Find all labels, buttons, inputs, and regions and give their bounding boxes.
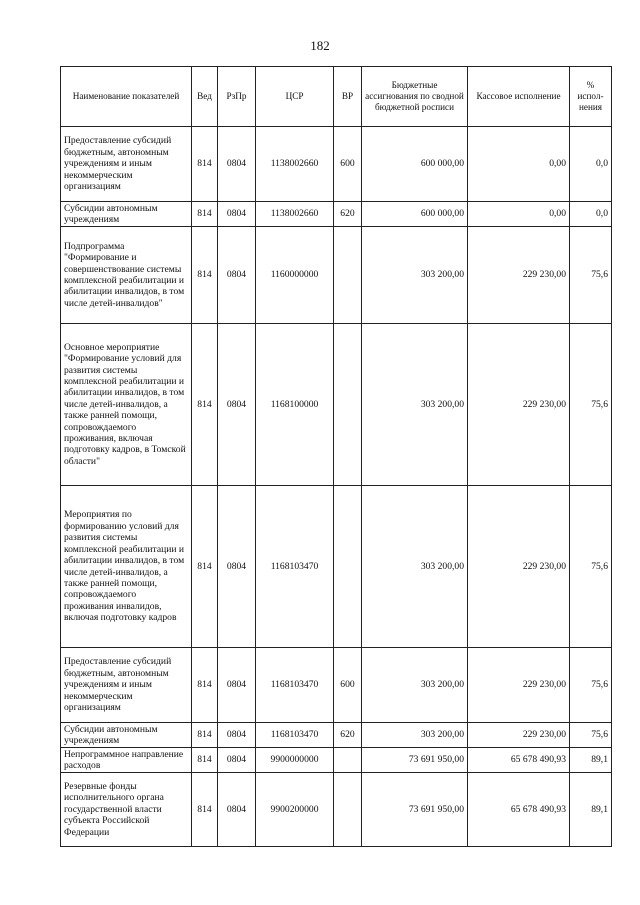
row-cash: 0,00: [468, 202, 570, 227]
row-rzpr: 0804: [218, 227, 256, 324]
header-rzpr: РзПр: [218, 67, 256, 127]
header-cash: Кассовое исполнение: [468, 67, 570, 127]
row-rzpr: 0804: [218, 324, 256, 486]
row-csr: 1138002660: [256, 202, 334, 227]
row-name: Предоставление субсидий бюджетным, автономным учреждениям и иным некоммерческим организациям: [61, 127, 192, 202]
header-csr: ЦСР: [256, 67, 334, 127]
row-vr: 600: [334, 648, 362, 723]
row-vr: [334, 773, 362, 847]
row-pct: 75,6: [570, 723, 612, 748]
header-budget: Бюджетные ассигнования по сводной бюджетной росписи: [362, 67, 468, 127]
table-row: [61, 773, 612, 847]
table-row: [61, 127, 612, 202]
row-budget: 73 691 950,00: [362, 748, 468, 773]
table-row: [61, 486, 612, 648]
row-csr: 9900000000: [256, 748, 334, 773]
row-budget: 303 200,00: [362, 324, 468, 486]
row-pct: 89,1: [570, 773, 612, 847]
page-number: 182: [310, 38, 330, 53]
header-ved: Вед: [192, 67, 218, 127]
row-ved: 814: [192, 648, 218, 723]
row-budget: 303 200,00: [362, 648, 468, 723]
table-row: [61, 723, 612, 748]
row-ved: 814: [192, 748, 218, 773]
row-budget: 600 000,00: [362, 202, 468, 227]
row-ved: 814: [192, 202, 218, 227]
row-name: Субсидии автономным учреждениям: [61, 202, 192, 227]
row-cash: 65 678 490,93: [468, 773, 570, 847]
row-rzpr: 0804: [218, 723, 256, 748]
row-name: Предоставление субсидий бюджетным, автономным учреждениям и иным некоммерческим организациям: [61, 648, 192, 723]
row-budget: 303 200,00: [362, 486, 468, 648]
row-pct: 75,6: [570, 486, 612, 648]
table-row: [61, 324, 612, 486]
table-row: [61, 202, 612, 227]
row-ved: 814: [192, 723, 218, 748]
row-pct: 0,0: [570, 127, 612, 202]
row-rzpr: 0804: [218, 202, 256, 227]
row-name: Основное мероприятие "Формирование условий для развития системы комплексной реабилитации и абилитации инвалидов, в том числе детей-инвалидов, а также ранней помощи, сопровождаемого проживания, включая подготовку кадров, в Томской области": [61, 324, 192, 486]
row-budget: 303 200,00: [362, 723, 468, 748]
row-ved: 814: [192, 486, 218, 648]
table-header-row: [61, 67, 612, 127]
row-ved: 814: [192, 227, 218, 324]
row-vr: 620: [334, 723, 362, 748]
row-cash: 229 230,00: [468, 227, 570, 324]
row-cash: 229 230,00: [468, 324, 570, 486]
row-ved: 814: [192, 773, 218, 847]
row-name: Подпрограмма "Формирование и совершенствование системы комплексной реабилитации и абилитации инвалидов, в том числе детей-инвалидов": [61, 227, 192, 324]
row-pct: 75,6: [570, 648, 612, 723]
row-name: Мероприятия по формированию условий для развития системы комплексной реабилитации и абилитации инвалидов, в том числе детей-инвалидов, а также ранней помощи, сопровождаемого проживания инвалидов, включая подготовку кадров: [61, 486, 192, 648]
header-name: Наименование показателей: [61, 67, 192, 127]
row-cash: 229 230,00: [468, 486, 570, 648]
row-name: Субсидии автономным учреждениям: [61, 723, 192, 748]
row-csr: 1168103470: [256, 648, 334, 723]
row-vr: 620: [334, 202, 362, 227]
row-budget: 600 000,00: [362, 127, 468, 202]
row-vr: [334, 324, 362, 486]
row-rzpr: 0804: [218, 648, 256, 723]
table-row: [61, 648, 612, 723]
row-pct: 75,6: [570, 324, 612, 486]
row-vr: [334, 748, 362, 773]
table-row: [61, 227, 612, 324]
table-row: [61, 748, 612, 773]
row-csr: 1168100000: [256, 324, 334, 486]
row-rzpr: 0804: [218, 773, 256, 847]
row-csr: 9900200000: [256, 773, 334, 847]
row-name: Резервные фонды исполнительного органа государственной власти субъекта Российской Федерации: [61, 773, 192, 847]
header-pct: % испол-нения: [570, 67, 612, 127]
row-vr: [334, 486, 362, 648]
row-vr: 600: [334, 127, 362, 202]
row-rzpr: 0804: [218, 486, 256, 648]
row-budget: 303 200,00: [362, 227, 468, 324]
row-cash: 229 230,00: [468, 723, 570, 748]
row-budget: 73 691 950,00: [362, 773, 468, 847]
row-cash: 229 230,00: [468, 648, 570, 723]
row-name: Непрограммное направление расходов: [61, 748, 192, 773]
row-csr: 1168103470: [256, 723, 334, 748]
row-rzpr: 0804: [218, 748, 256, 773]
budget-execution-table: [60, 66, 612, 847]
row-cash: 0,00: [468, 127, 570, 202]
row-csr: 1168103470: [256, 486, 334, 648]
row-pct: 89,1: [570, 748, 612, 773]
row-ved: 814: [192, 127, 218, 202]
row-vr: [334, 227, 362, 324]
row-csr: 1160000000: [256, 227, 334, 324]
row-pct: 75,6: [570, 227, 612, 324]
header-vr: ВР: [334, 67, 362, 127]
row-ved: 814: [192, 324, 218, 486]
row-cash: 65 678 490,93: [468, 748, 570, 773]
row-pct: 0,0: [570, 202, 612, 227]
row-rzpr: 0804: [218, 127, 256, 202]
row-csr: 1138002660: [256, 127, 334, 202]
